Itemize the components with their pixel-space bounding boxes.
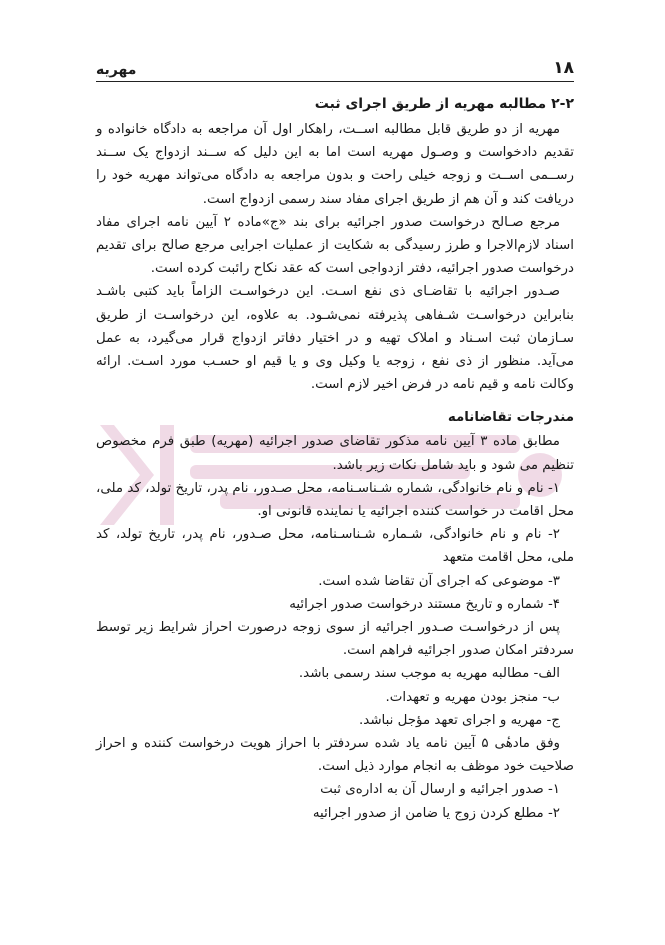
page-header: [96, 52, 574, 82]
list-item: ۲- نام و نام خانوادگی، شـماره شـناسـنامه، محل صـدور، نام پدر، تاریخ تولد، کد ملی، محل اقامت متعهد: [96, 527, 574, 566]
section-heading: ۲-۲ مطالبه مهریه از طریق اجرای ثبت: [314, 96, 574, 112]
paragraph-1: مهریه از دو طریق قابل مطالبه اســت، راهکار اول آن مراجعه به دادگاه خانواده و تقدیم دادخواست و وصـول مهریه است اما به این دلیل که ســند ازدواج یک ســند رســمی اســت و زوجه خیلی راحت و بدون مراجعه به دادگاه می‌تواند مهریه خود را دریافت کند و آن هم از طریق اجرای مفاد سند رسمی ازدواج است.: [96, 122, 574, 207]
document-page: [96, 52, 574, 902]
list-item: ۱- صدور اجرائیه و ارسال آن به اداره‌ی ثبت: [320, 782, 560, 798]
conditions-intro: پس از درخواسـت صـدور اجرائیه از سوی زوجه درصورت احراز شرایط زیر توسط سردفتر امکان صدور اجرائیه فراهم است.: [96, 620, 574, 659]
list-item: الف- مطالبه مهریه به موجب سند رسمی باشد.: [298, 666, 560, 682]
list-item: ۲- مطلع کردن زوج یا ضامن از صدور اجرائیه: [312, 805, 560, 821]
paragraph-2: مرجع صـالح درخواست صدور اجرائیه برای بند «ج»ماده ۲ آیین نامه اجرای مفاد اسناد لازم‌الاجرا و طرز رسیدگی به شکایت از عملیات اجرایی مرجع صالح برای تقدیم درخواست صدور اجرائیه، دفتر ازدواجی است که عقد نکاح رائبت کرده است.: [96, 214, 574, 277]
page-number: ۱۸: [553, 58, 574, 78]
requirements-list: [96, 477, 574, 616]
list-item: ۱- نام و نام خانوادگی، شماره شـناسـنامه، محل صـدور، نام پدر، تاریخ تولد، کد ملی، محل اقامت در خواست کننده اجرائیه یا نماینده قانونی او.: [96, 480, 574, 520]
duties-list: [96, 778, 574, 824]
paragraph-3: صـدور اجرائیه با تقاضـای ذی نفع اسـت. این درخواسـت الزاماً باید کتبی باشـد بنابراین درخواسـت شـفاهی پذیرفته نمی‌شـود. به علاوه، این درخواسـت از طریق سـازمان ثبت اسـناد و املاک تهیه و در اختیار دفاتر ازدواج قرار می‌گیرد، به عمل می‌آید. منظور از ذی نفع ، زوجه یا وکیل وی و یا قیم او حسـب مورد اسـت. ارائه وکالت نامه و قیم نامه در فرض اخیر لازم است.: [96, 284, 574, 393]
running-title: مهریه: [96, 62, 137, 78]
subsection-title: مندرجات تقاضانامه: [447, 410, 574, 426]
list-item: ۴- شماره و تاریخ مستند درخواست صدور اجرائیه: [289, 596, 560, 612]
final-paragraph: وفق مادهٔی ۵ آیین نامه یاد شده سردفتر با احراز هویت درخواست کننده و احراز صلاحیت خود موظف به انجام موارد ذیل است.: [96, 736, 574, 775]
conditions-list: [96, 662, 574, 732]
list-item: ۳- موضوعی که اجرای آن تقاضا شده است.: [318, 573, 560, 589]
list-item: ب- منجز بودن مهریه و تعهدات.: [385, 689, 560, 705]
subsection-intro: مطابق ماده ۳ آیین نامه مذکور تقاضای صدور اجرائیه (مهریه) طبق فرم مخصوص تنظیم می شود و باید شامل نکات زیر باشد.: [96, 434, 574, 473]
list-item: ج- مهریه و اجرای تعهد مؤجل نباشد.: [359, 712, 560, 728]
